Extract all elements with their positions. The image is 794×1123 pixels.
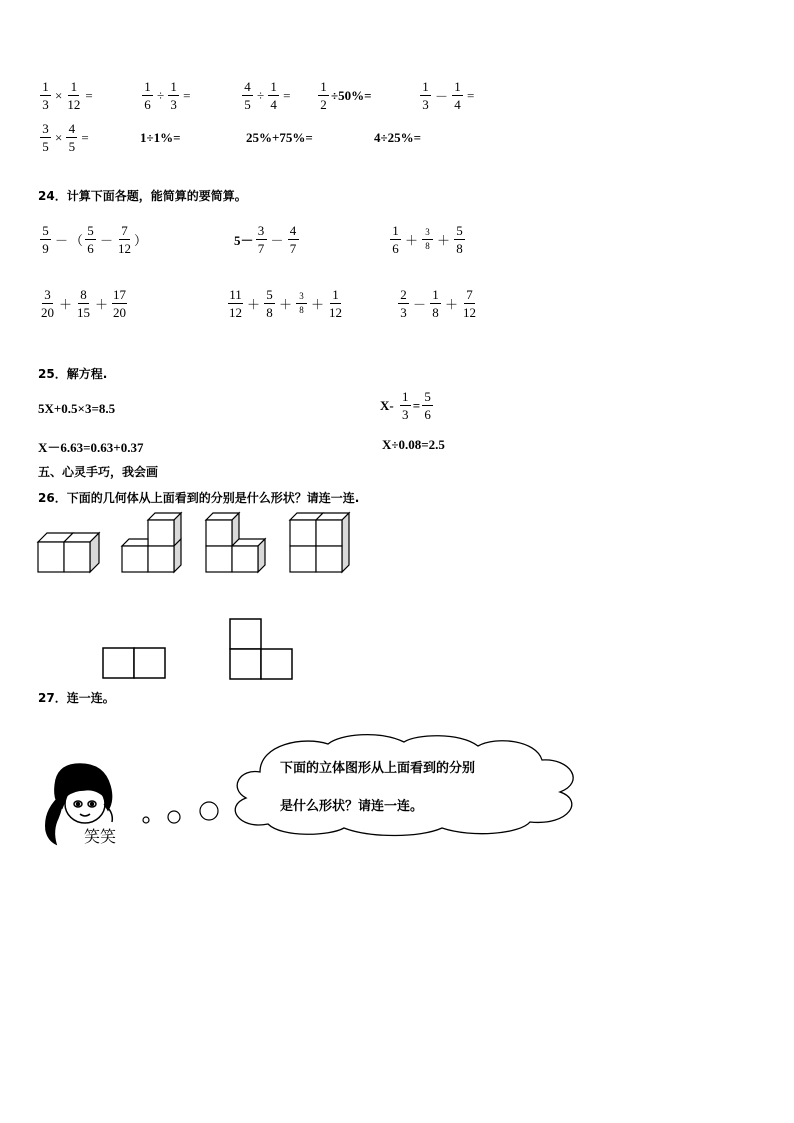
- section-26-title: 26．下面的几何体从上面看到的分别是什么形状？请连一连.: [38, 491, 360, 505]
- calc-2-1: $\frac{3}{5}$ × $\frac{4}{5}$ =: [38, 122, 91, 153]
- calc-1-2: $\frac{1}{6}$ ÷ $\frac{1}{3}$ =: [140, 80, 192, 111]
- calc-24-2: 5－ $\frac{3}{7}$ － $\frac{4}{7}$: [234, 224, 301, 255]
- fraction: $\frac{1}{3}$: [40, 80, 51, 111]
- calc-2-4: 4÷25%=: [374, 130, 422, 145]
- cube-figure-2: [122, 512, 186, 574]
- equation-3: X－6.63=0.63+0.37: [38, 440, 144, 455]
- calc-1-4: $\frac{1}{2}$ ÷50%=: [316, 80, 372, 111]
- character-label: 笑笑: [84, 827, 117, 846]
- top-view-2: [229, 618, 293, 680]
- calc-1-3: $\frac{4}{5}$ ÷ $\frac{1}{4}$ =: [240, 80, 292, 111]
- section-5-title: 五、心灵手巧，我会画: [38, 465, 159, 479]
- equation-4: X÷0.08=2.5: [382, 437, 445, 452]
- calc-2-3: 25%+75%=: [246, 130, 313, 145]
- speech-cloud: [220, 730, 586, 838]
- section-27-title: 27．连一连。: [38, 691, 115, 705]
- equation-2: X- $\frac{1}{3}$ = $\frac{5}{6}$: [380, 390, 435, 421]
- top-view-1: [102, 647, 166, 679]
- calc-24-6: $\frac{2}{3}$ － $\frac{1}{8}$ ＋ $\frac{7}{12}$: [396, 288, 479, 319]
- cloud-text-line2: 是什么形状？请连一连。: [280, 799, 424, 814]
- fraction: $\frac{1}{12}$: [67, 79, 81, 112]
- equation-1: 5X+0.5×3=8.5: [38, 401, 116, 416]
- calc-24-3: $\frac{1}{6}$ ＋ $\frac{3}{8}$ ＋ $\frac{5}{8}$: [388, 224, 467, 255]
- calc-1-5: $\frac{1}{3}$ － $\frac{1}{4}$ =: [418, 80, 476, 111]
- cloud-text-line1: 下面的立体图形从上面看到的分别: [280, 761, 476, 776]
- cube-figure-3: [206, 512, 270, 574]
- cube-figure-1: [38, 528, 102, 574]
- calc-1-1: $\frac{1}{3}$ × $\frac{1}{12}$ =: [38, 80, 95, 111]
- section-25-title: 25．解方程.: [38, 367, 108, 381]
- calc-24-1: $\frac{5}{9}$ － （ $\frac{5}{6}$ － $\frac{7}{12}$ ）: [38, 224, 147, 255]
- cube-figure-4: [290, 512, 354, 574]
- section-24-title: 24．计算下面各题，能简算的要简算。: [38, 189, 247, 203]
- calc-2-2: 1÷1%=: [140, 130, 181, 145]
- calc-24-5: $\frac{11}{12}$ ＋ $\frac{5}{8}$ ＋ $\frac{3}{8}$ ＋ $\frac{1}{12}$: [229, 287, 343, 320]
- thought-bubbles: [140, 798, 220, 828]
- calc-24-4: $\frac{3}{20}$ ＋ $\frac{8}{15}$ ＋ $\frac{17}{20}$: [41, 287, 127, 320]
